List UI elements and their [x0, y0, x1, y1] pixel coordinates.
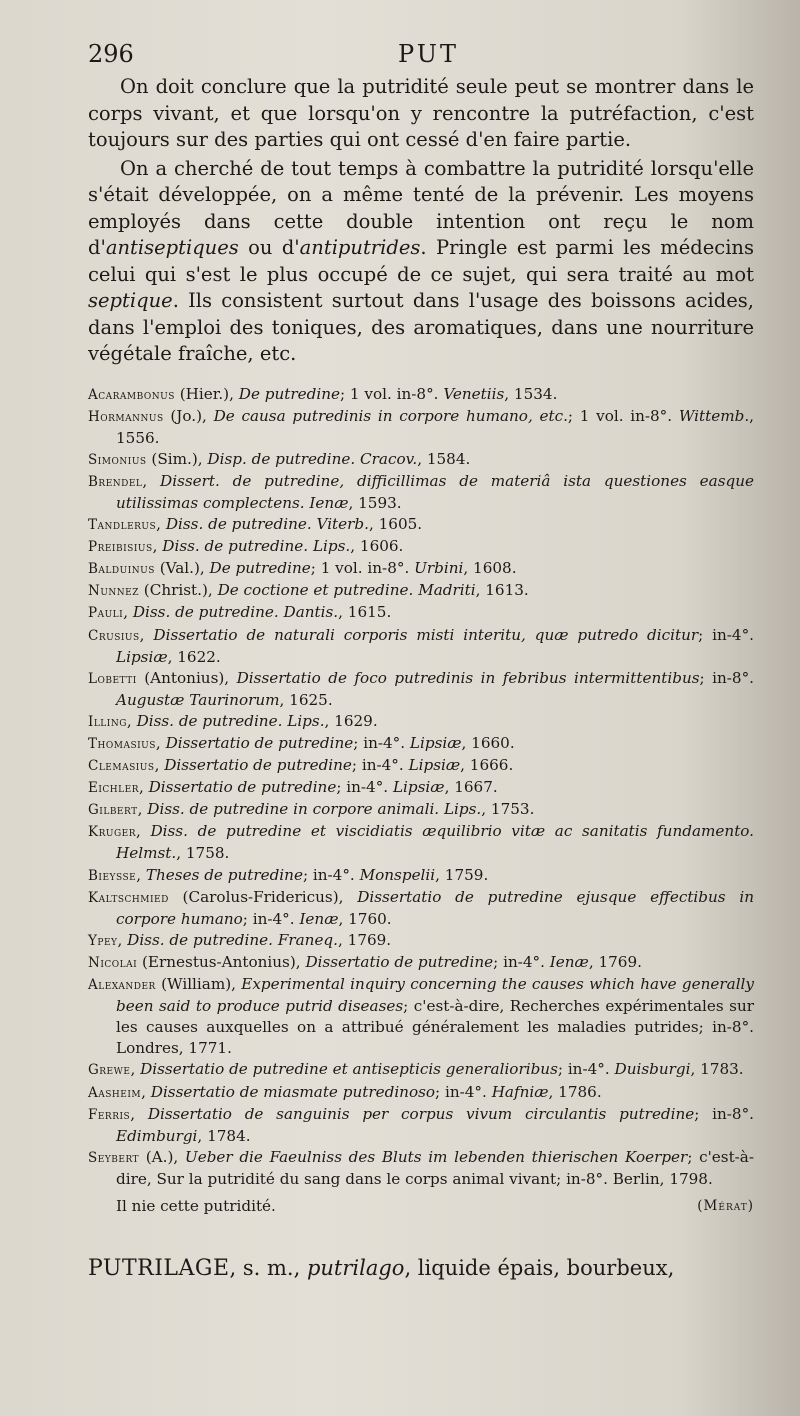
- italic-term: antiseptiques: [105, 236, 239, 259]
- entry-text: , 1783.: [690, 1060, 744, 1079]
- bibliography-entry: [88, 1059, 754, 1081]
- entry-text: ,: [139, 625, 154, 644]
- latin-term: putrilago: [306, 1255, 405, 1280]
- bibliography-entry: [88, 887, 754, 930]
- paragraph: [88, 74, 754, 154]
- entry-text: ,: [136, 865, 146, 884]
- entry-text: ; c'est-à-dire, Recherches expérimentales sur les causes auxquelles on a attribué généralement les maladies putrides; in-8°. Londres, 1771.: [116, 997, 754, 1058]
- entry-place: Lipsiæ: [116, 647, 168, 666]
- entry-text: ,: [155, 734, 166, 752]
- paragraph-text: . Pringle est parmi les médecins celui qui s'est le plus occupé de ce sujet, qui sera traité au mot: [88, 236, 754, 286]
- entry-text: , 1760.: [338, 909, 392, 928]
- entry-text: ,: [130, 1060, 141, 1079]
- entry-title: Dissertatio de putredine: [148, 778, 337, 797]
- entry-place: Augustæ Taurinorum: [116, 690, 280, 709]
- entry-text: (Val.),: [154, 559, 210, 578]
- entry-author: Clemasius: [88, 758, 155, 775]
- entry-text: ; c'est-à-dire, Sur la putridité du sang dans le corps animal vivant; in-8°. Berlin, 1798.: [116, 1147, 754, 1188]
- paragraph: [88, 156, 754, 368]
- entry-title: Theses de putredine: [145, 865, 303, 884]
- entry-place: Duisburgi: [614, 1060, 691, 1079]
- entry-text: , 1759.: [435, 865, 489, 884]
- entry-author: Kaltschmied: [88, 889, 169, 906]
- bibliography-entry: [88, 865, 754, 887]
- entry-author: Nicolai: [88, 954, 138, 971]
- entry-text: , 1534.: [504, 384, 558, 403]
- entry-text: (William),: [155, 975, 242, 994]
- entry-title: De putredine: [238, 384, 340, 403]
- entry-author: Illing: [88, 713, 127, 730]
- entry-text: , 1660.: [461, 734, 515, 752]
- page-number: 296: [88, 40, 134, 68]
- entry-text: ,: [142, 471, 161, 490]
- entry-text: ; in-4°.: [353, 734, 410, 752]
- entry-title: Dissertatio de naturali corporis misti interitu, quæ putredo dicitur: [153, 625, 699, 644]
- entry-text: ; in-4°.: [493, 952, 550, 971]
- entry-place: Wittemb.: [678, 406, 750, 425]
- entry-text: , 1666.: [460, 756, 514, 775]
- entry-place: Lipsiæ: [408, 756, 461, 775]
- entry-text: (A.),: [139, 1147, 185, 1166]
- definition-text: , liquide épais, bourbeux,: [404, 1255, 675, 1280]
- entry-text: , 1753.: [481, 800, 535, 819]
- entry-title: De coctione et putredine. Madriti: [217, 581, 476, 600]
- entry-author: Ferris: [88, 1106, 131, 1123]
- entry-text: , 1613.: [475, 581, 529, 600]
- entry-text: ; in-4°.: [242, 909, 300, 928]
- entry-text: ; in-4°.: [351, 756, 409, 775]
- entry-author: Grewe: [88, 1062, 131, 1079]
- entry-title: Dissertatio de putredine et antisepticis generalioribus: [140, 1060, 558, 1079]
- entry-text: ; in-4°.: [557, 1060, 615, 1079]
- entry-place: Edimburgi: [116, 1126, 198, 1145]
- next-dictionary-entry: [88, 1254, 778, 1283]
- entry-title: De putredine: [209, 559, 311, 578]
- entry-title: Dissertatio de putredine: [165, 734, 354, 752]
- entry-text: ; in-8°.: [694, 1104, 755, 1123]
- entry-author: Brendel: [88, 473, 143, 490]
- entry-title: Dissertatio de putredine ejusque effectibus in corpore humano: [116, 887, 754, 928]
- bibliography-entry: [88, 536, 754, 558]
- bibliography-entry: [88, 711, 754, 733]
- italic-term: antiputrides: [299, 236, 421, 259]
- entry-author: Aasheim: [88, 1084, 142, 1101]
- bibliography-entry: [88, 406, 754, 449]
- entry-text: ,: [152, 537, 163, 556]
- entry-text: ,: [123, 603, 133, 622]
- entry-text: ; 1 vol. in-8°.: [339, 384, 444, 403]
- entry-author: Kruger: [88, 824, 136, 841]
- entry-text: ,: [137, 800, 148, 819]
- entry-text: ; in-4°.: [698, 625, 755, 644]
- bibliography-entry: [88, 1147, 754, 1190]
- author-signature: (Mérat): [697, 1197, 754, 1214]
- entry-title: Diss. de putredine. Franeq.: [127, 930, 338, 949]
- entry-place: Urbini: [414, 559, 464, 578]
- entry-text: ,: [156, 515, 166, 534]
- bibliography-entry: [88, 558, 754, 580]
- entry-text: (Sim.),: [146, 449, 208, 468]
- entry-text: , 1784.: [197, 1126, 251, 1145]
- entry-title: Ueber die Faeulniss des Bluts im lebenden thierischen Koerper: [184, 1147, 688, 1166]
- paragraph-text: . Ils consistent surtout dans l'usage des boissons acides, dans l'emploi des toniques, des aromatiques, dans une nourriture végétale fraîche, etc.: [88, 289, 754, 365]
- entry-title: Dissertatio de sanguinis per corpus vivum circulantis putredine: [147, 1104, 695, 1123]
- running-head: PUT: [398, 40, 459, 68]
- entry-title: Diss. de putredine et viscidiatis æquilibrio vitæ ac sanitatis fundamento. Helmst.: [116, 822, 754, 863]
- entry-text: , 1769.: [338, 930, 392, 949]
- entry-author: Ypey: [88, 932, 118, 949]
- bibliography-entry: [88, 777, 754, 799]
- entry-text: (Jo.),: [163, 406, 214, 425]
- entry-title: Dissertatio de miasmate putredinoso: [150, 1082, 436, 1101]
- entry-title: Dissertatio de putredine: [305, 952, 494, 971]
- entry-author: Pauli: [88, 605, 124, 622]
- entry-title: Dissert. de putredine, difficillimas de materiâ ista questiones easque utilissimas complectens. Ienæ: [116, 471, 754, 512]
- bibliography-entry: [88, 1082, 754, 1104]
- bibliography-entry: [88, 625, 754, 668]
- entry-text: , 1667.: [444, 778, 498, 797]
- bibliography-entry: [88, 449, 754, 471]
- entry-author: Seybert: [88, 1149, 140, 1166]
- grammar-note: , s. m.,: [229, 1255, 307, 1280]
- entry-text: ,: [141, 1082, 151, 1101]
- entry-title: Diss. de putredine. Lips.: [162, 537, 351, 556]
- entry-text: ; in-8°.: [699, 668, 754, 687]
- entry-text: ; in-4°.: [302, 865, 360, 884]
- entry-author: Nunnez: [88, 583, 139, 600]
- bibliography-entry: [88, 514, 754, 536]
- entry-place: Venetiis: [443, 384, 505, 403]
- entry-author: Thomasius: [88, 736, 156, 752]
- entry-author: Hormannus: [88, 408, 164, 425]
- entry-text: ,: [138, 778, 149, 797]
- entry-text: , 1769.: [588, 952, 642, 971]
- entry-author: Simonius: [88, 451, 147, 468]
- bibliography-entry: [88, 471, 754, 514]
- headword: PUTRILAGE: [88, 1255, 230, 1281]
- entry-text: (Hier.),: [174, 384, 239, 403]
- bibliography-entry: [88, 384, 754, 406]
- bibliography-entry: [88, 668, 754, 711]
- entry-author: Gilbert: [88, 802, 138, 819]
- entry-author: Balduinus: [88, 561, 155, 578]
- entry-place: Ienæ: [299, 909, 339, 928]
- entry-text: ,: [117, 930, 128, 949]
- entry-title: De causa putredinis in corpore humano, etc.: [213, 406, 568, 425]
- entry-title: Experimental inquiry concerning the causes which have generally been said to produce putrid diseases: [116, 975, 754, 1016]
- entry-text: (Ernestus-Antonius),: [137, 952, 306, 971]
- entry-place: Monspelii: [359, 865, 436, 884]
- bibliography-entry: [88, 755, 754, 777]
- bibliography-entry: [88, 821, 754, 864]
- closing-line: [88, 1194, 754, 1218]
- entry-text: ; in-4°.: [435, 1082, 492, 1101]
- paragraph-text: On a cherché de tout temps à combattre la putridité lorsqu'elle s'était développée, on a même tenté de la prévenir. Les moyens employés dans cette double intention ont reçu le nom d': [88, 156, 754, 259]
- entry-text: , 1584.: [417, 449, 471, 468]
- entry-text: (Carolus-Fridericus),: [168, 887, 358, 906]
- entry-text: , 1606.: [350, 537, 404, 556]
- bibliography-entry: [88, 602, 754, 624]
- entry-text: , 1593.: [348, 493, 402, 512]
- entry-text: ,: [135, 822, 151, 841]
- entry-text: , 1622.: [167, 647, 221, 666]
- entry-place: Lipsiæ: [392, 778, 445, 797]
- bibliography-entry: [88, 799, 754, 821]
- entry-text: (Christ.),: [138, 581, 218, 600]
- entry-title: Dissertatio de foco putredinis in febribus intermittentibus: [236, 668, 700, 687]
- bibliography-entry: [88, 930, 754, 952]
- bibliography: [88, 384, 754, 1190]
- bibliography-entry: [88, 580, 754, 602]
- body-text: [88, 74, 752, 368]
- bibliography-entry: [88, 1104, 754, 1147]
- entry-title: Disp. de putredine. Cracov.: [207, 449, 418, 468]
- entry-title: Diss. de putredine. Dantis.: [132, 603, 339, 622]
- entry-author: Eichler: [88, 780, 139, 797]
- paragraph-text: On doit conclure que la putridité seule peut se montrer dans le corps vivant, et que lorsqu'on y rencontre la putréfaction, c'est toujours sur des parties qui ont cessé d'en faire partie.: [88, 75, 754, 151]
- entry-text: , 1786.: [548, 1082, 602, 1101]
- entry-text: ,: [130, 1104, 148, 1123]
- entry-text: , 1629.: [324, 711, 378, 730]
- entry-text: , 1625.: [279, 690, 333, 709]
- entry-text: ; 1 vol. in-8°.: [567, 406, 679, 425]
- entry-text: ; in-4°.: [336, 778, 393, 797]
- paragraph-text: ou d': [238, 236, 300, 259]
- entry-text: , 1608.: [463, 559, 517, 578]
- entry-author: Tandlerus: [88, 517, 157, 534]
- entry-author: Crusius: [88, 627, 140, 644]
- entry-title: Diss. de putredine. Viterb.: [165, 515, 369, 534]
- entry-text: (Antonius),: [136, 668, 237, 687]
- closing-text: Il nie cette putridité.: [116, 1196, 276, 1215]
- entry-text: ,: [126, 711, 137, 730]
- bibliography-entry: [88, 974, 754, 1059]
- entry-author: Preibisius: [88, 539, 153, 556]
- entry-author: Alexander: [88, 977, 156, 994]
- entry-text: , 1605.: [368, 515, 423, 534]
- page-header: [88, 40, 752, 74]
- entry-title: Dissertatio de putredine: [164, 756, 352, 775]
- entry-title: Diss. de putredine in corpore animali. Lips.: [147, 800, 482, 819]
- entry-text: ,: [154, 756, 165, 775]
- entry-place: Hafniæ: [491, 1082, 549, 1101]
- bibliography-entry: [88, 952, 754, 974]
- entry-text: , 1615.: [338, 603, 392, 622]
- entry-text: , 1758.: [176, 844, 230, 863]
- entry-author: Acarambonus: [88, 386, 175, 403]
- entry-place: Ienæ: [549, 952, 589, 971]
- entry-author: Bieysse: [88, 867, 137, 884]
- italic-term: septique: [88, 289, 173, 312]
- entry-place: Lipsiæ: [409, 734, 462, 752]
- entry-text: , 1556.: [116, 406, 754, 447]
- entry-text: ; 1 vol. in-8°.: [310, 559, 415, 578]
- entry-author: Lobetti: [88, 670, 137, 687]
- bibliography-entry: [88, 733, 754, 755]
- entry-title: Diss. de putredine. Lips.: [136, 711, 325, 730]
